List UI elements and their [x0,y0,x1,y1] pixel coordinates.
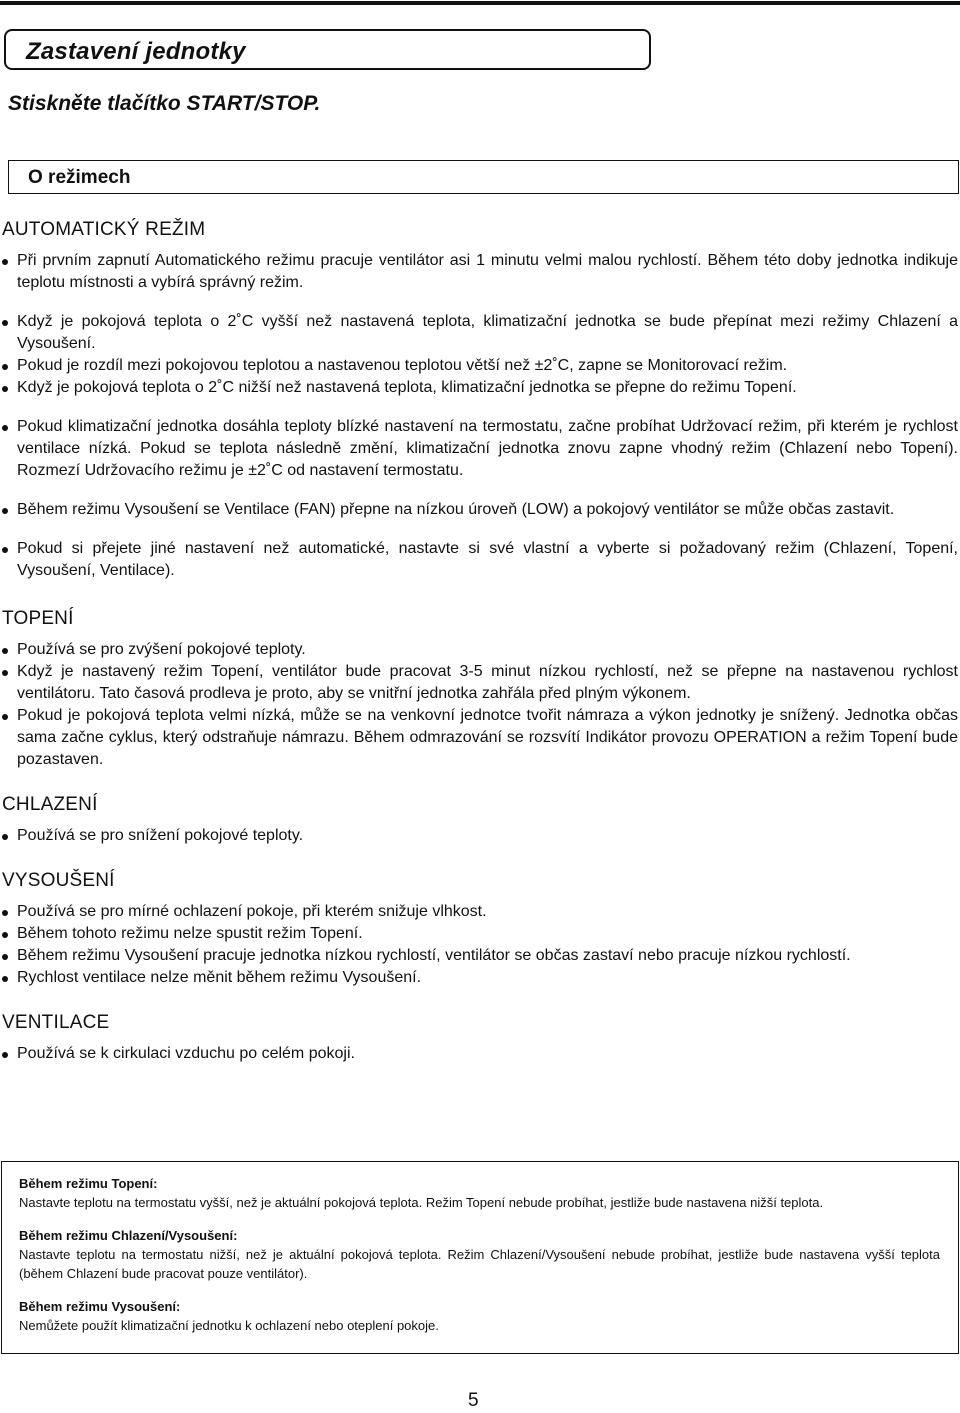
section-heading-drying: VYSOUŠENÍ [2,870,115,891]
list-item: Když je pokojová teplota o 2˚C vyšší než nastavená teplota, klimatizační jednotka se bude přepínat mezi režimy Chlazení a Vysoušení. [0,311,958,355]
list-item: Rychlost ventilace nelze měnit během režimu Vysoušení. [0,967,958,989]
note-text: Nastavte teplotu na termostatu nižší, než je aktuální pokojová teplota. Režim Chlazení/Vysoušení nebude probíhat, jestliže bude nastavena vyšší teplota (během Chlazení bude pracovat pouze ventilátor). [19,1247,940,1281]
note-drying [19,1297,940,1335]
drying-list [0,901,958,989]
top-rule [0,1,960,5]
list-item: Používá se pro snížení pokojové teploty. [0,825,958,847]
list-item: Během režimu Vysoušení pracuje jednotka nízkou rychlostí, ventilátor se občas zastaví nebo pracuje nízkou rychlostí. [0,945,958,967]
fan-list [0,1043,958,1065]
section-heating [0,608,958,771]
note-title: Během režimu Topení: [19,1176,158,1191]
note-heating [19,1174,940,1212]
list-item: Používá se pro mírné ochlazení pokoje, při kterém snižuje vlhkost. [0,901,958,923]
page-number: 5 [468,1390,479,1411]
section-fan [0,1012,958,1065]
note-text: Nemůžete použít klimatizační jednotku k ochlazení nebo oteplení pokoje. [19,1318,439,1333]
list-item: Pokud si přejete jiné nastavení než automatické, nastavte si své vlastní a vyberte si požadovaný režim (Chlazení, Topení, Vysoušení, Ventilace). [0,538,958,582]
section-cooling [0,794,958,847]
modes-heading: O režimech [28,167,131,188]
heating-list [0,639,958,771]
auto-list [0,250,958,582]
section-heading-cooling: CHLAZENÍ [2,794,98,815]
list-item: Když je nastavený režim Topení, ventilátor bude pracovat 3-5 minut nízkou rychlostí, než se přepne na nastavenou rychlost ventilátoru. Tato časová prodleva je proto, aby se vnitřní jednotka zahřála před plným výkonem. [0,661,958,705]
note-cooling-drying [19,1226,940,1283]
section-drying [0,870,958,989]
page-title: Zastavení jednotky [26,38,246,65]
list-item: Při prvním zapnutí Automatického režimu pracuje ventilátor asi 1 minutu velmi malou rychlostí. Během této doby jednotka indikuje teplotu místnosti a vybírá správný režim. [0,250,958,294]
section-auto [0,219,958,582]
note-text: Nastavte teplotu na termostatu vyšší, než je aktuální pokojová teplota. Režim Topení nebude probíhat, jestliže bude nastavena nižší teplota. [19,1195,824,1210]
note-title: Během režimu Chlazení/Vysoušení: [19,1228,238,1243]
title-box [4,29,651,70]
list-item: Používá se pro zvýšení pokojové teploty. [0,639,958,661]
content [0,219,958,1065]
list-item: Pokud je rozdíl mezi pokojovou teplotou a nastavenou teplotou větší než ±2˚C, zapne se Monitorovací režim. [0,355,958,377]
modes-heading-box [8,160,959,194]
notes-box [1,1161,959,1354]
list-item: Když je pokojová teplota o 2˚C nižší než nastavená teplota, klimatizační jednotka se přepne do režimu Topení. [0,377,958,399]
list-item: Během režimu Vysoušení se Ventilace (FAN) přepne na nízkou úroveň (LOW) a pokojový ventilátor se může občas zastavit. [0,499,958,521]
section-heading-heating: TOPENÍ [2,608,74,629]
instruction-text: Stiskněte tlačítko START/STOP. [8,92,321,115]
list-item: Pokud je pokojová teplota velmi nízká, může se na venkovní jednotce tvořit námraza a výkon jednotky je snížený. Jednotka občas sama začne cyklus, který odstraňuje námrazu. Během odmrazování se rozsvítí Indikátor provozu OPERATION a režim Topení bude pozastaven. [0,705,958,771]
list-item: Pokud klimatizační jednotka dosáhla teploty blízké nastavení na termostatu, začne probíhat Udržovací režim, při kterém je rychlost ventilace nízká. Pokud se teplota následně změní, klimatizační jednotka znovu zapne vhodný režim (Chlazení nebo Topení). Rozmezí Udržovacího režimu je ±2˚C od nastavení termostatu. [0,416,958,482]
note-title: Během režimu Vysoušení: [19,1299,181,1314]
section-heading-auto: AUTOMATICKÝ REŽIM [2,219,206,240]
list-item: Během tohoto režimu nelze spustit režim Topení. [0,923,958,945]
list-item: Používá se k cirkulaci vzduchu po celém pokoji. [0,1043,958,1065]
cooling-list [0,825,958,847]
section-heading-fan: VENTILACE [2,1012,110,1033]
